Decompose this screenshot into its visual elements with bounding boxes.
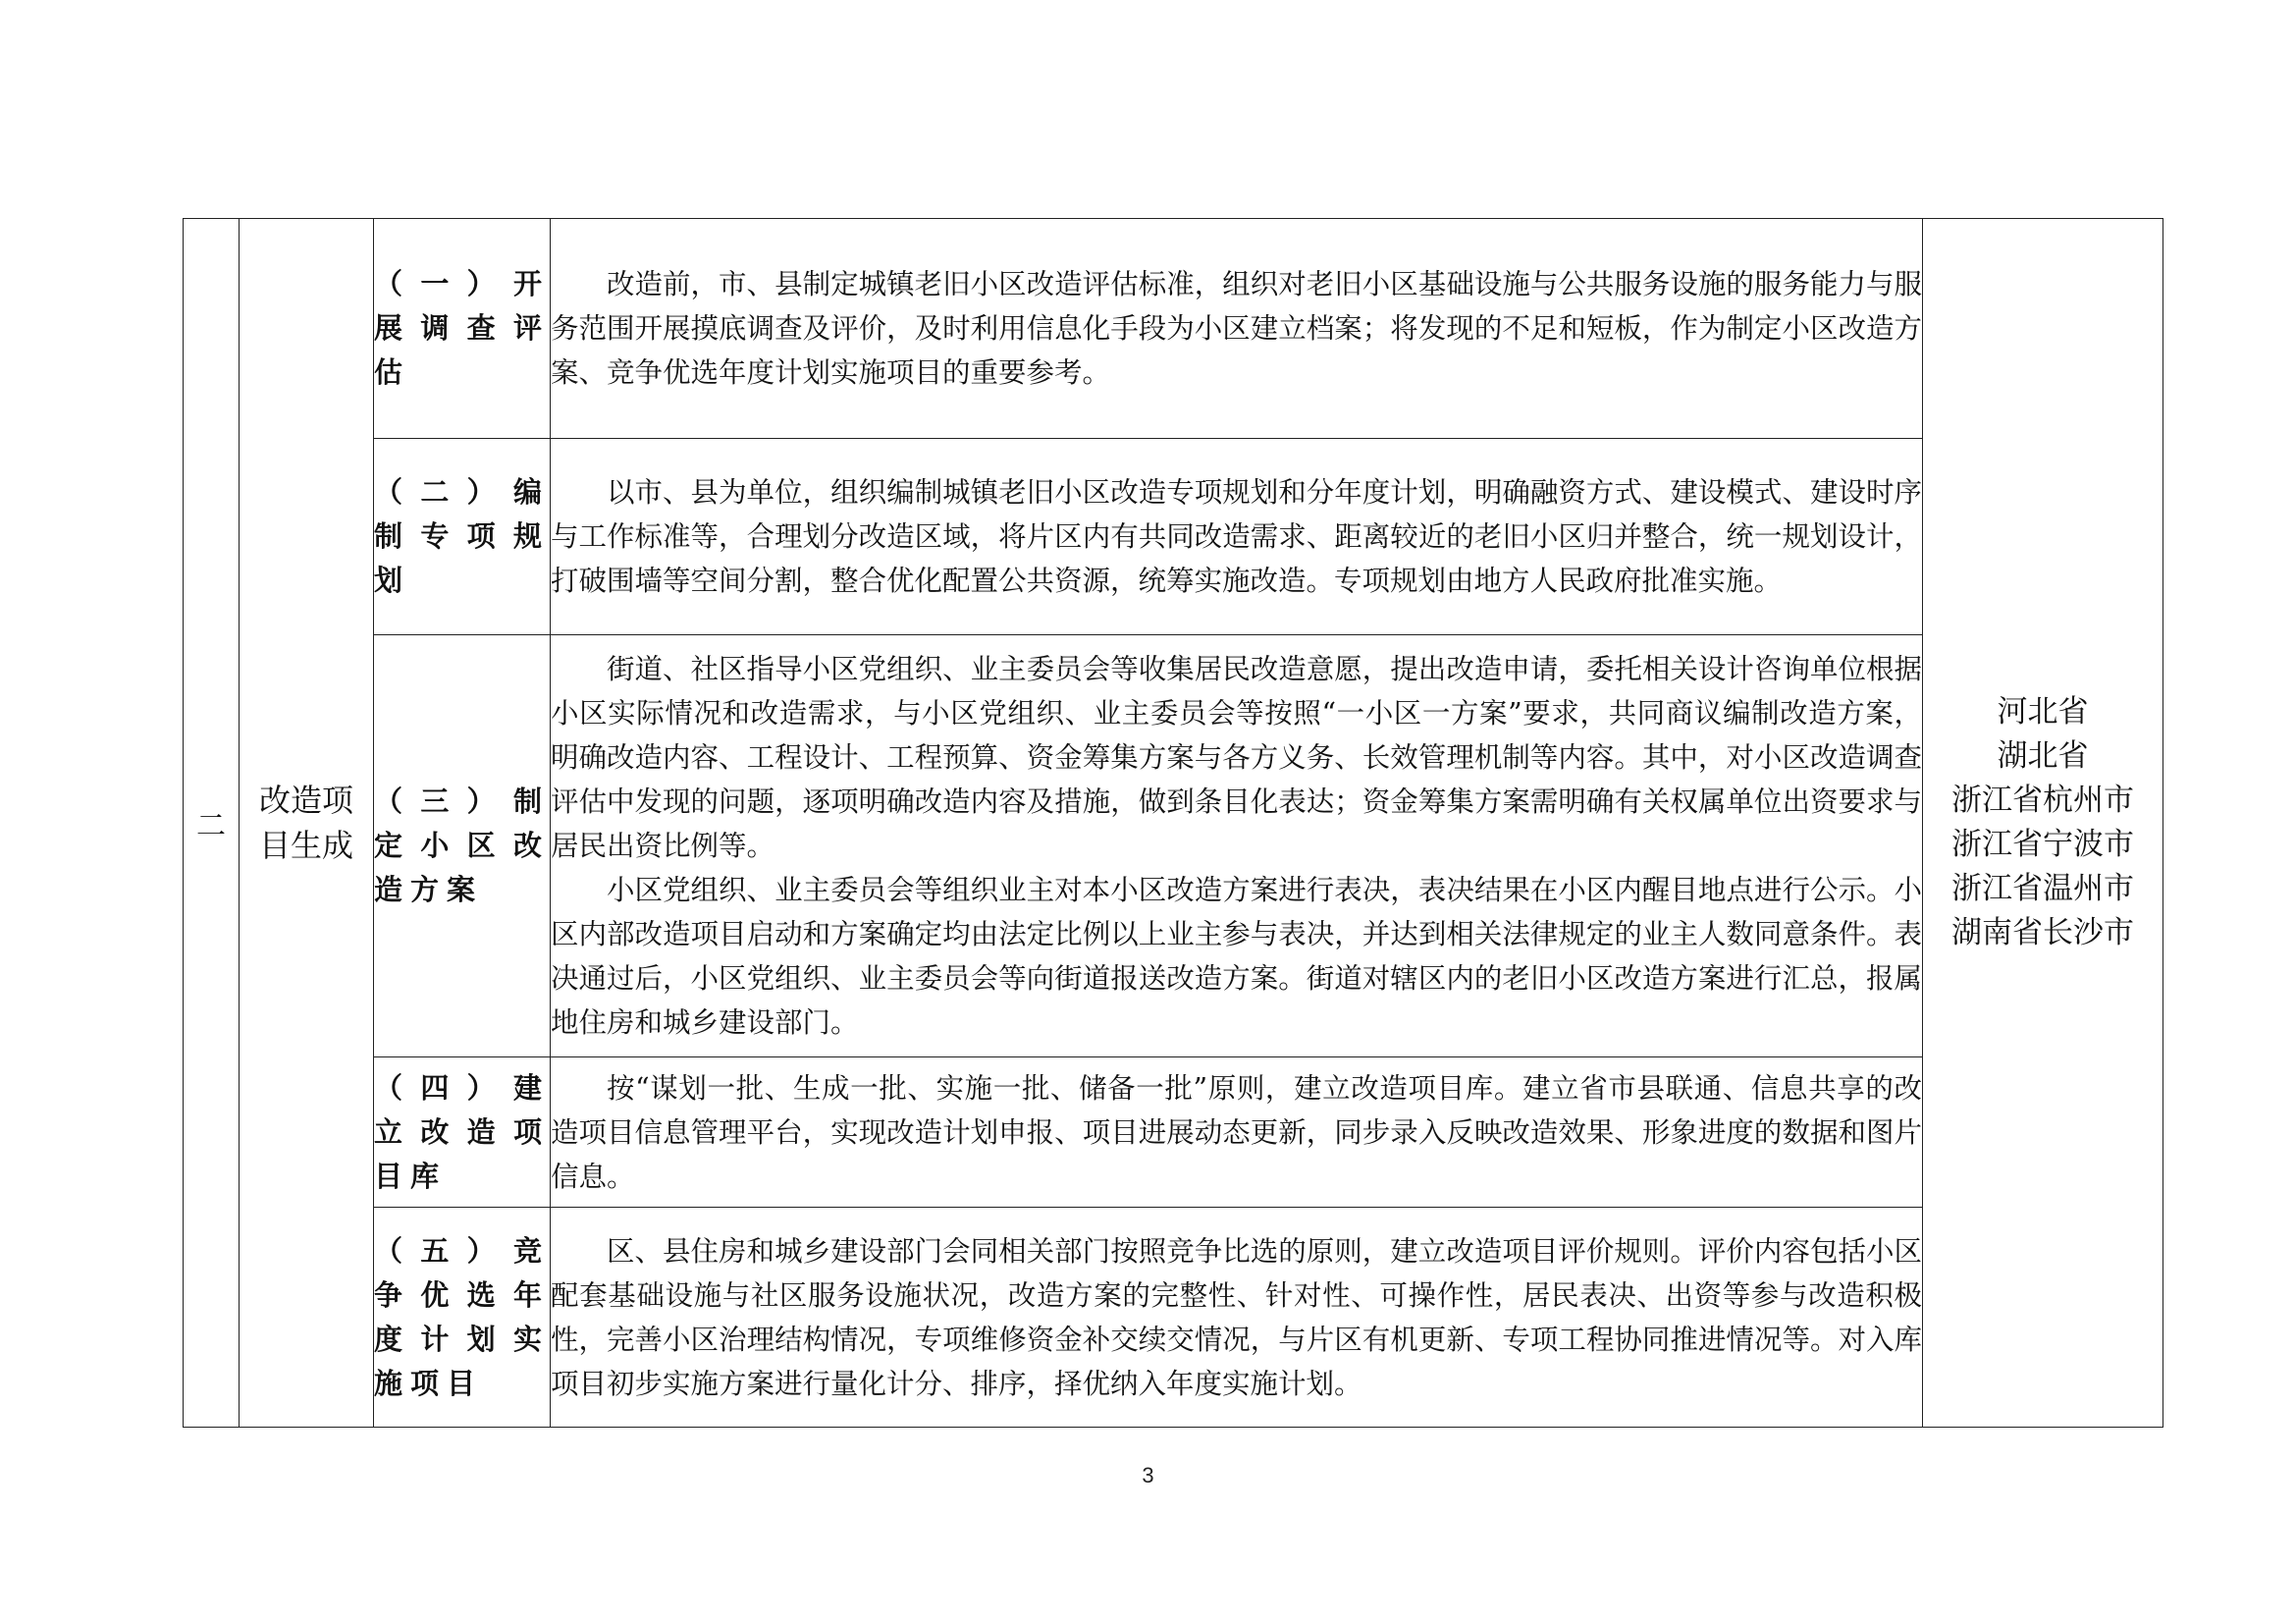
item-description (551, 439, 1923, 635)
item-title: （三）制定小区改造方案 (374, 635, 551, 1057)
pilot-places (1923, 219, 2163, 1428)
reform-table (183, 218, 2163, 1428)
table-row (184, 1208, 2163, 1428)
place-name: 湖南省长沙市 (1951, 915, 2134, 950)
item-description (551, 1208, 1923, 1428)
section-number: 二 (184, 219, 240, 1428)
description-paragraph: 小区党组织、业主委员会等组织业主对本小区改造方案进行表决，表决结果在小区内醒目地点进行公示。小区内部改造项目启动和方案确定均由法定比例以上业主参与表决，并达到相关法律规定的业主人数同意条件。表决通过后，小区党组织、业主委员会等向街道报送改造方案。街道对辖区内的老旧小区改造方案进行汇总，报属地住房和城乡建设部门。 (551, 874, 1922, 1039)
section-title-line: 目生成 (258, 827, 353, 864)
description-paragraph: 按“谋划一批、生成一批、实施一批、储备一批”原则，建立改造项目库。建立省市县联通、信息共享的改造项目信息管理平台，实现改造计划申报、项目进展动态更新，同步录入反映改造效果、形象进度的数据和图片信息。 (551, 1071, 1922, 1193)
section-title-line: 改造项 (258, 782, 353, 819)
item-description (551, 219, 1923, 439)
item-title: （一）开展调查评估 (374, 219, 551, 439)
description-paragraph: 以市、县为单位，组织编制城镇老旧小区改造专项规划和分年度计划，明确融资方式、建设模式、建设时序与工作标准等，合理划分改造区域，将片区内有共同改造需求、距离较近的老旧小区归并整合，统一规划设计，打破围墙等空间分割，整合优化配置公共资源，统筹实施改造。专项规划由地方人民政府批准实施。 (551, 476, 1922, 597)
page-number: 3 (1142, 1463, 1154, 1488)
description-paragraph: 区、县住房和城乡建设部门会同相关部门按照竞争比选的原则，建立改造项目评价规则。评价内容包括小区配套基础设施与社区服务设施状况，改造方案的完整性、针对性、可操作性，居民表决、出资等参与改造积极性，完善小区治理结构情况，专项维修资金补交续交情况，与片区有机更新、专项工程协同推进情况等。对入库项目初步实施方案进行量化计分、排序，择优纳入年度实施计划。 (551, 1234, 1922, 1400)
item-title: （五）竞争优选年度计划实施项目 (374, 1208, 551, 1428)
table-row (184, 1057, 2163, 1208)
place-name: 湖北省 (1997, 738, 2089, 774)
place-name: 河北省 (1997, 694, 2089, 730)
section-title (240, 219, 374, 1428)
item-title: （四）建立改造项目库 (374, 1057, 551, 1208)
table-row (184, 635, 2163, 1057)
place-name: 浙江省杭州市 (1951, 783, 2134, 818)
description-paragraph: 改造前，市、县制定城镇老旧小区改造评估标准，组织对老旧小区基础设施与公共服务设施的服务能力与服务范围开展摸底调查及评价，及时利用信息化手段为小区建立档案；将发现的不足和短板，作为制定小区改造方案、竞争优选年度计划实施项目的重要参考。 (551, 268, 1922, 389)
item-description (551, 1057, 1923, 1208)
item-description (551, 635, 1923, 1057)
place-name: 浙江省温州市 (1951, 871, 2134, 906)
table-row (184, 439, 2163, 635)
item-title: （二）编制专项规划 (374, 439, 551, 635)
table-row (184, 219, 2163, 439)
place-name: 浙江省宁波市 (1951, 827, 2134, 862)
description-paragraph: 街道、社区指导小区党组织、业主委员会等收集居民改造意愿，提出改造申请，委托相关设计咨询单位根据小区实际情况和改造需求，与小区党组织、业主委员会等按照“一小区一方案”要求，共同商议编制改造方案，明确改造内容、工程设计、工程预算、资金筹集方案与各方义务、长效管理机制等内容。其中，对小区改造调查评估中发现的问题，逐项明确改造内容及措施，做到条目化表达；资金筹集方案需明确有关权属单位出资要求与居民出资比例等。 (551, 653, 1922, 862)
